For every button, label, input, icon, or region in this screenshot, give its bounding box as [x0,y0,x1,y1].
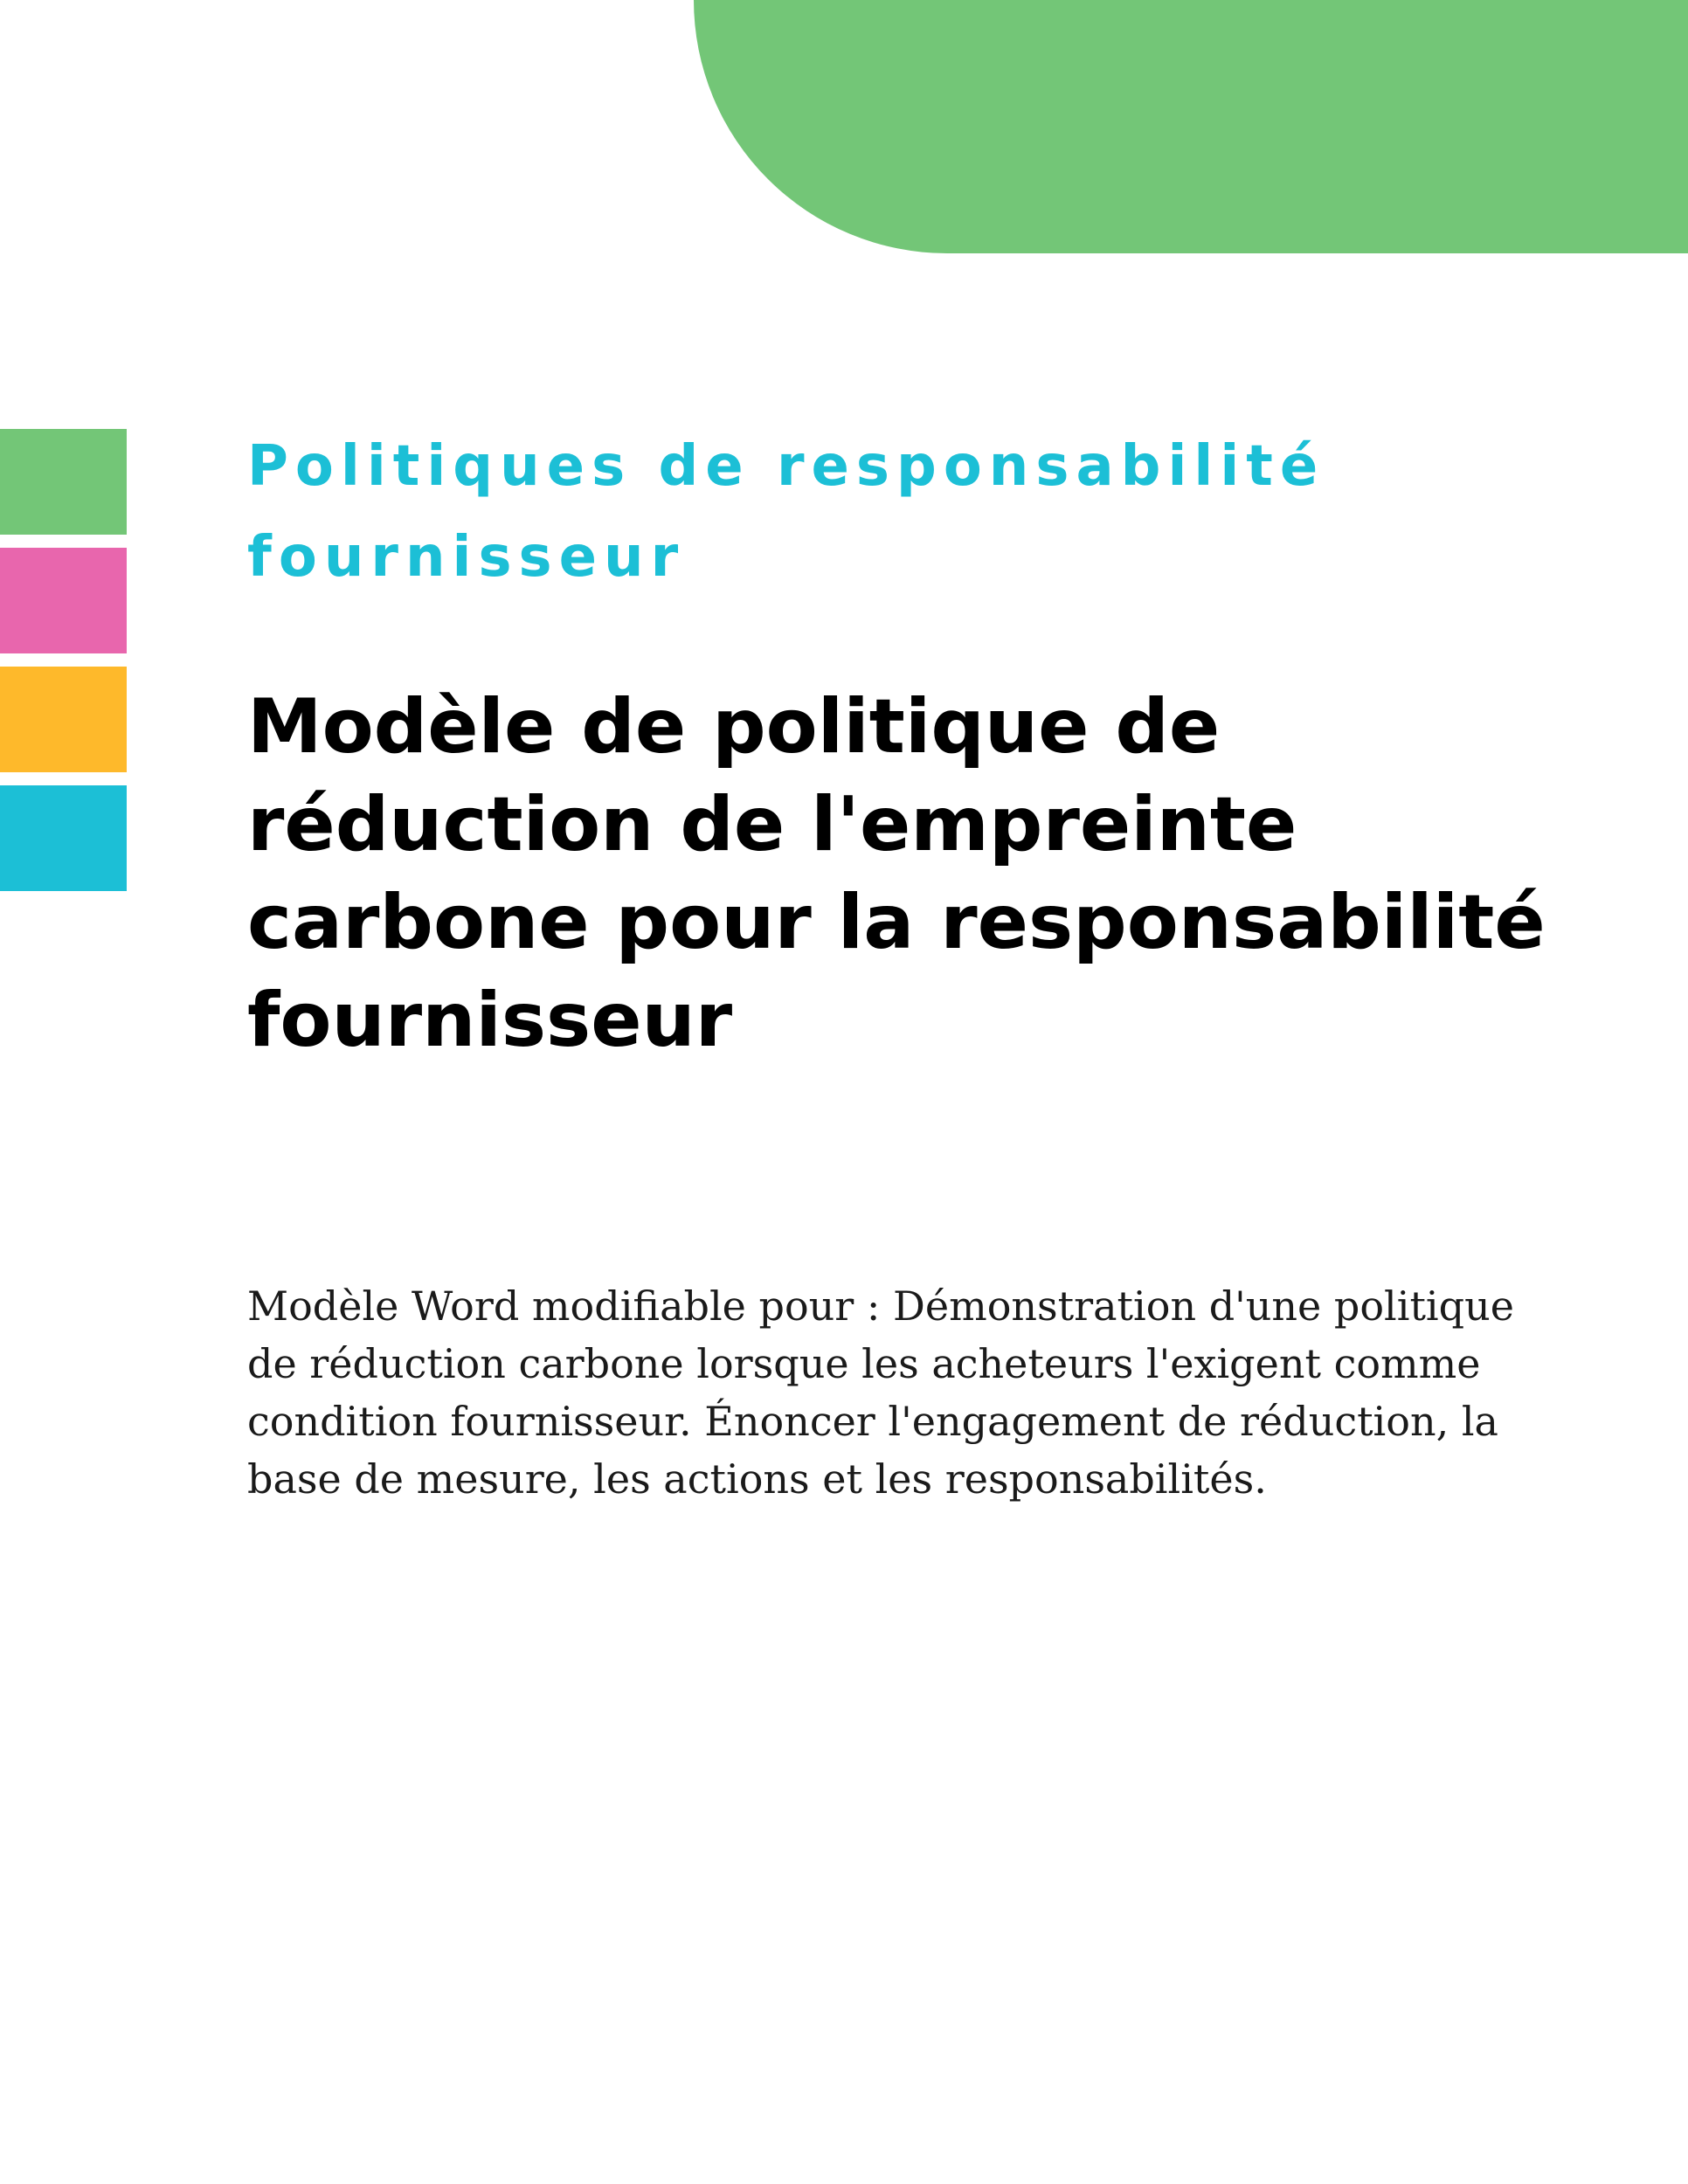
yellow-color-stripe [0,667,127,772]
document-title: Modèle de politique de réduction de l'empreinte carbone pour la responsabilité fournisseur [247,683,1546,1064]
blue-color-stripe [0,785,127,891]
green-corner-shape [694,0,1688,253]
document-description: Modèle Word modifiable pour : Démonstration d'une politique de réduction carbone lorsque les acheteurs l'exigent comme condition fournisseur. Énoncer l'engagement de réduction, la base de mesure, les actions et les responsabilités. [247,1282,1514,1503]
green-color-stripe [0,429,127,535]
pink-color-stripe [0,548,127,653]
category-heading: Politiques de responsabilité fournisseur [247,434,1325,590]
